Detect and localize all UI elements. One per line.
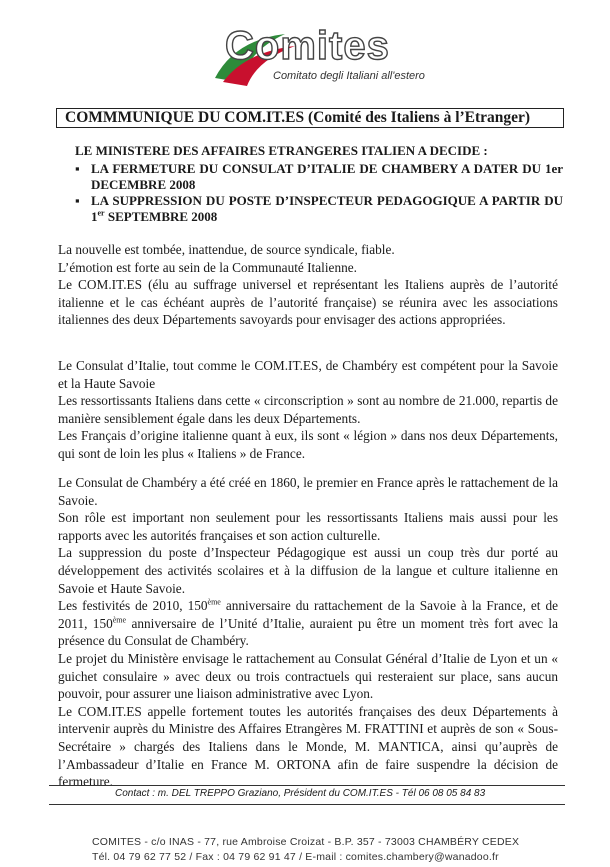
body-block-1 bbox=[58, 241, 558, 329]
address-line: COMITES - c/o INAS - 77, rue Ambroise Croizat - B.P. 357 - 73003 CHAMBÉRY CEDEX bbox=[92, 836, 520, 848]
paragraph: Le projet du Ministère envisage le rattachement au Consulat Général d’Italie de Lyon et un « guichet consulaire » avec deux ou trois contractuels qui resteraient sur place, sans aucun pouvoir, pour assurer une liaison administrative avec Lyon. bbox=[58, 650, 558, 702]
contact-line: Tél. 04 79 62 77 52 / Fax : 04 79 62 91 47 / E-mail : comites.chambery@wanadoo.fr bbox=[92, 851, 499, 863]
contact-box bbox=[49, 785, 565, 805]
paragraph: La nouvelle est tombée, inattendue, de source syndicale, fiable. bbox=[58, 242, 395, 257]
paragraph: La suppression du poste d’Inspecteur Pédagogique est aussi un coup très dur porté au développement des activités scolaires et à la diffusion de la langue et culture italienne en Savoie et Haute Savoie. bbox=[58, 545, 558, 596]
bullet-text: LA SUPPRESSION DU POSTE D’INSPECTEUR PEDAGOGIQUE A PARTIR DU 1er SEPTEMBRE 2008 bbox=[91, 193, 563, 224]
paragraph: Les Français d’origine italienne quant à eux, ils sont « légion » dans nos deux Départements, qui sont de loin les plus « Italiens » de France. bbox=[58, 428, 558, 461]
paragraph: Le COM.IT.ES (élu au suffrage universel et représentant les Italiens auprès de l’autorité italienne et le cas échéant auprès de l’autorité française) se réunira avec les associations italiennes des deux Départements savoyards pour envisager des actions appropriées. bbox=[58, 277, 558, 328]
intro-heading: LE MINISTERE DES AFFAIRES ETRANGERES ITALIEN A DECIDE : bbox=[75, 143, 488, 158]
logo-wordmark: Comites bbox=[225, 24, 390, 68]
contact-text: Contact : m. DEL TREPPO Graziano, Président du COM.IT.ES - Tél 06 08 05 84 83 bbox=[115, 788, 486, 799]
paragraph: Le Consulat de Chambéry a été créé en 1860, le premier en France après le rattachement de la Savoie. bbox=[58, 475, 558, 508]
bullet-square-icon: ▪ bbox=[75, 161, 80, 176]
bullet-square-icon: ▪ bbox=[75, 193, 80, 208]
bullet-item bbox=[75, 193, 563, 224]
communique-title-box bbox=[56, 108, 564, 128]
bullet-item bbox=[75, 161, 563, 192]
communique-title: COMMMUNIQUE DU COM.IT.ES (Comité des Italiens à l’Etranger) bbox=[65, 109, 531, 126]
paragraph: Le Consulat d’Italie, tout comme le COM.IT.ES, de Chambéry est compétent pour la Savoie et la Haute Savoie bbox=[58, 358, 558, 391]
logo-subtitle: Comitato degli Italiani all'estero bbox=[273, 70, 425, 82]
bullet-text: LA FERMETURE DU CONSULAT D’ITALIE DE CHAMBERY A DATER DU 1er DECEMBRE 2008 bbox=[91, 161, 563, 192]
comites-logo bbox=[195, 20, 435, 90]
paragraph: Les festivités de 2010, 150ème anniversaire du rattachement de la Savoie à la France, et de 2011, 150ème anniversaire de l’Unité d’Italie, auraient pu être un moment très fort avec la présence du Consulat de Chambéry. bbox=[58, 597, 558, 649]
paragraph: Les ressortissants Italiens dans cette « circonscription » sont au nombre de 21.000, repartis de manière sensiblement égale dans les deux Départements. bbox=[58, 393, 558, 426]
paragraph: L’émotion est forte au sein de la Communauté Italienne. bbox=[58, 259, 357, 275]
paragraph: Le COM.IT.ES appelle fortement toutes les autorités françaises des deux Départements à intervenir auprès du Ministre des Affaires Etrangères M. FRATTINI et auprès de son « Sous-Secrétaire » chargés des Italiens dans le Monde, M. MANTICA, ainsi qu’auprès de l’Ambassadeur d’Italie en France M. ORTONA afin de faire suspendre la décision de fermeture. bbox=[58, 703, 558, 790]
body-block-3 bbox=[58, 474, 558, 791]
body-block-2 bbox=[58, 357, 558, 463]
paragraph: Son rôle est important non seulement pour les ressortissants Italiens mais aussi pour les rapports avec les autorités françaises et son action culturelle. bbox=[58, 510, 558, 543]
